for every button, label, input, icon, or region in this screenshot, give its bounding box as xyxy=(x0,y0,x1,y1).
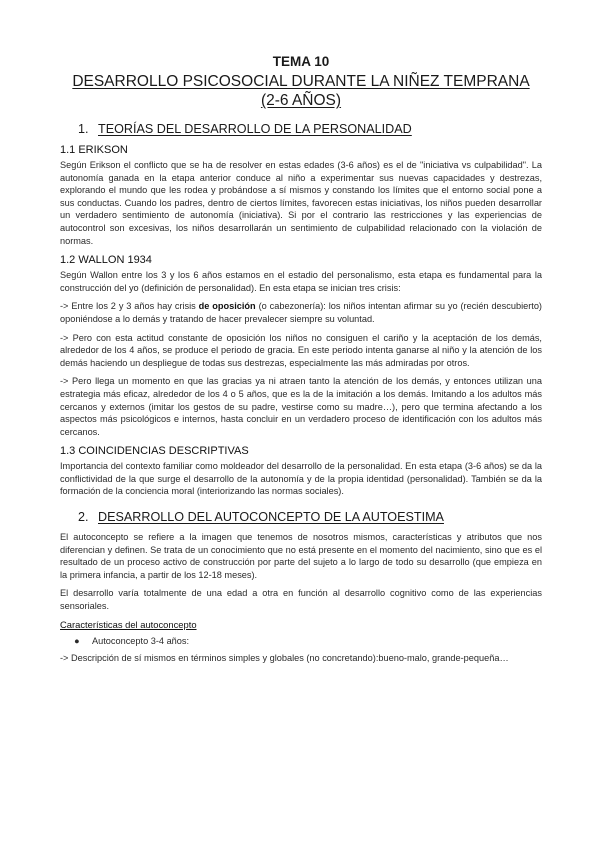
erikson-heading: 1.1 ERIKSON xyxy=(60,144,128,156)
page-title xyxy=(60,72,542,110)
coincidencias-heading: 1.3 COINCIDENCIAS DESCRIPTIVAS xyxy=(60,445,249,458)
erikson-paragraph: Según Erikson el conflicto que se ha de resolver en estas edades (3-6 años) es el de "iniciativa vs culpabilidad". La autonomía ganada en la etapa anterior conduce al niño a experimentar sus nuevas capacidades y destrezas, explorando el mundo que les rodea y probándose a sí mismos y constando los límites que el entorno social pone a sus conductas. Cuando los padres, dentro de ciertos límites, favorecen estas iniciativas, los niños pueden desarrollar un verdadero sentimiento de autonomía (iniciativa). Si por el contrario las restricciones y las experiencias de autocontrol son excesivas, los niños desarrollarán un sentimiento de culpabilidad relacionado con la violación de normas. xyxy=(60,160,542,246)
title-line-2: (2-6 AÑOS) xyxy=(260,92,342,109)
section-1-heading xyxy=(60,121,542,137)
section-2-heading xyxy=(60,509,542,525)
crisis-1-post: (o cabezonería): los niños intentan afirmar su yo (recién descubierto) oponiéndose a lo demás y tratando de hacer prevalecer siempre su voluntad. xyxy=(60,301,542,324)
section-2-title: DESARROLLO DEL AUTOCONCEPTO DE LA AUTOESTIMA xyxy=(98,510,444,525)
section-1-title: TEORÍAS DEL DESARROLLO DE LA PERSONALIDAD xyxy=(98,122,412,136)
wallon-crisis-2: -> Pero con esta actitud constante de oposición los niños no consiguen el cariño y la aceptación de los demás, alrededor de los 4 años, se produce el periodo de gracia. En este periodo intenta ganarse al niño y la atención de los demás haciendo un despliegue de todas sus destrezas, especialmente las más admiradas por otros. xyxy=(60,332,542,368)
autoconcepto-paragraph-3: -> Descripción de sí mismos en términos simples y globales (no concretando):bueno-malo, grande-pequeña… xyxy=(60,652,509,663)
wallon-intro: Según Wallon entre los 3 y los 6 años estamos en el estadio del personalismo, esta etapa es fundamental para la construcción del yo (definición de personalidad). En esta etapa se inician tres crisis: xyxy=(60,270,542,293)
bullet-text: Autoconcepto 3-4 años: xyxy=(92,635,190,646)
wallon-crisis-3: -> Pero llega un momento en que las gracias ya ni atraen tanto la atención de los demás, y entonces utilizan una estrategia más eficaz, alrededor de los 4 o 5 años, que es la de la imitación a los demás. Imitando a los adultos más cercanos y externos (imitar los gestos de su padre, vestirse como su madre…), pero que termina afectando a los aspectos más psicológicos e internos, hasta concluir en un verdadero proceso de identificación con los adultos más cercanos. xyxy=(60,376,542,437)
document-page xyxy=(60,54,542,670)
autoconcepto-paragraph-2: El desarrollo varía totalmente de una edad a otra en función al desarrollo cognitivo como de las experiencias sensoriales. xyxy=(60,588,542,612)
crisis-1-bold: de oposición xyxy=(198,301,256,312)
caracteristicas-subheading: Características del autoconcepto xyxy=(60,618,197,630)
autoconcepto-paragraph-1: El autoconcepto se refiere a la imagen que tenemos de nosotros mismos, características y atributos que nos diferencian y definen. Se trata de un conocimiento que no está presente en el momento del nacimiento, sino que es el resultado de un proceso activo de construcción por parte del sujeto a lo largo de todo su desarrollo (que empieza en la primera infancia, a partir de los 12-18 meses). xyxy=(60,532,542,580)
section-1-number: 1. xyxy=(78,122,89,136)
title-line-1: DESARROLLO PSICOSOCIAL DURANTE LA NIÑEZ TEMPRANA xyxy=(72,73,530,90)
wallon-heading: 1.2 WALLON 1934 xyxy=(60,254,152,267)
bullet-item xyxy=(60,634,542,648)
wallon-crisis-1 xyxy=(60,300,542,325)
tema-number: TEMA 10 xyxy=(272,54,330,69)
section-2-number: 2. xyxy=(78,510,89,525)
coincidencias-paragraph: Importancia del contexto familiar como moldeador del desarrollo de la personalidad. En esta etapa (3-6 años) se da la conflictividad de la que surge el desarrollo de la autonomía y de la propia identidad (personalidad). También se da la formación de la conciencia moral (interiorizando las normas sociales). xyxy=(60,461,542,497)
bullet-dot-icon: ● xyxy=(74,635,80,646)
crisis-1-pre: -> Entre los 2 y 3 años hay crisis xyxy=(60,301,199,312)
